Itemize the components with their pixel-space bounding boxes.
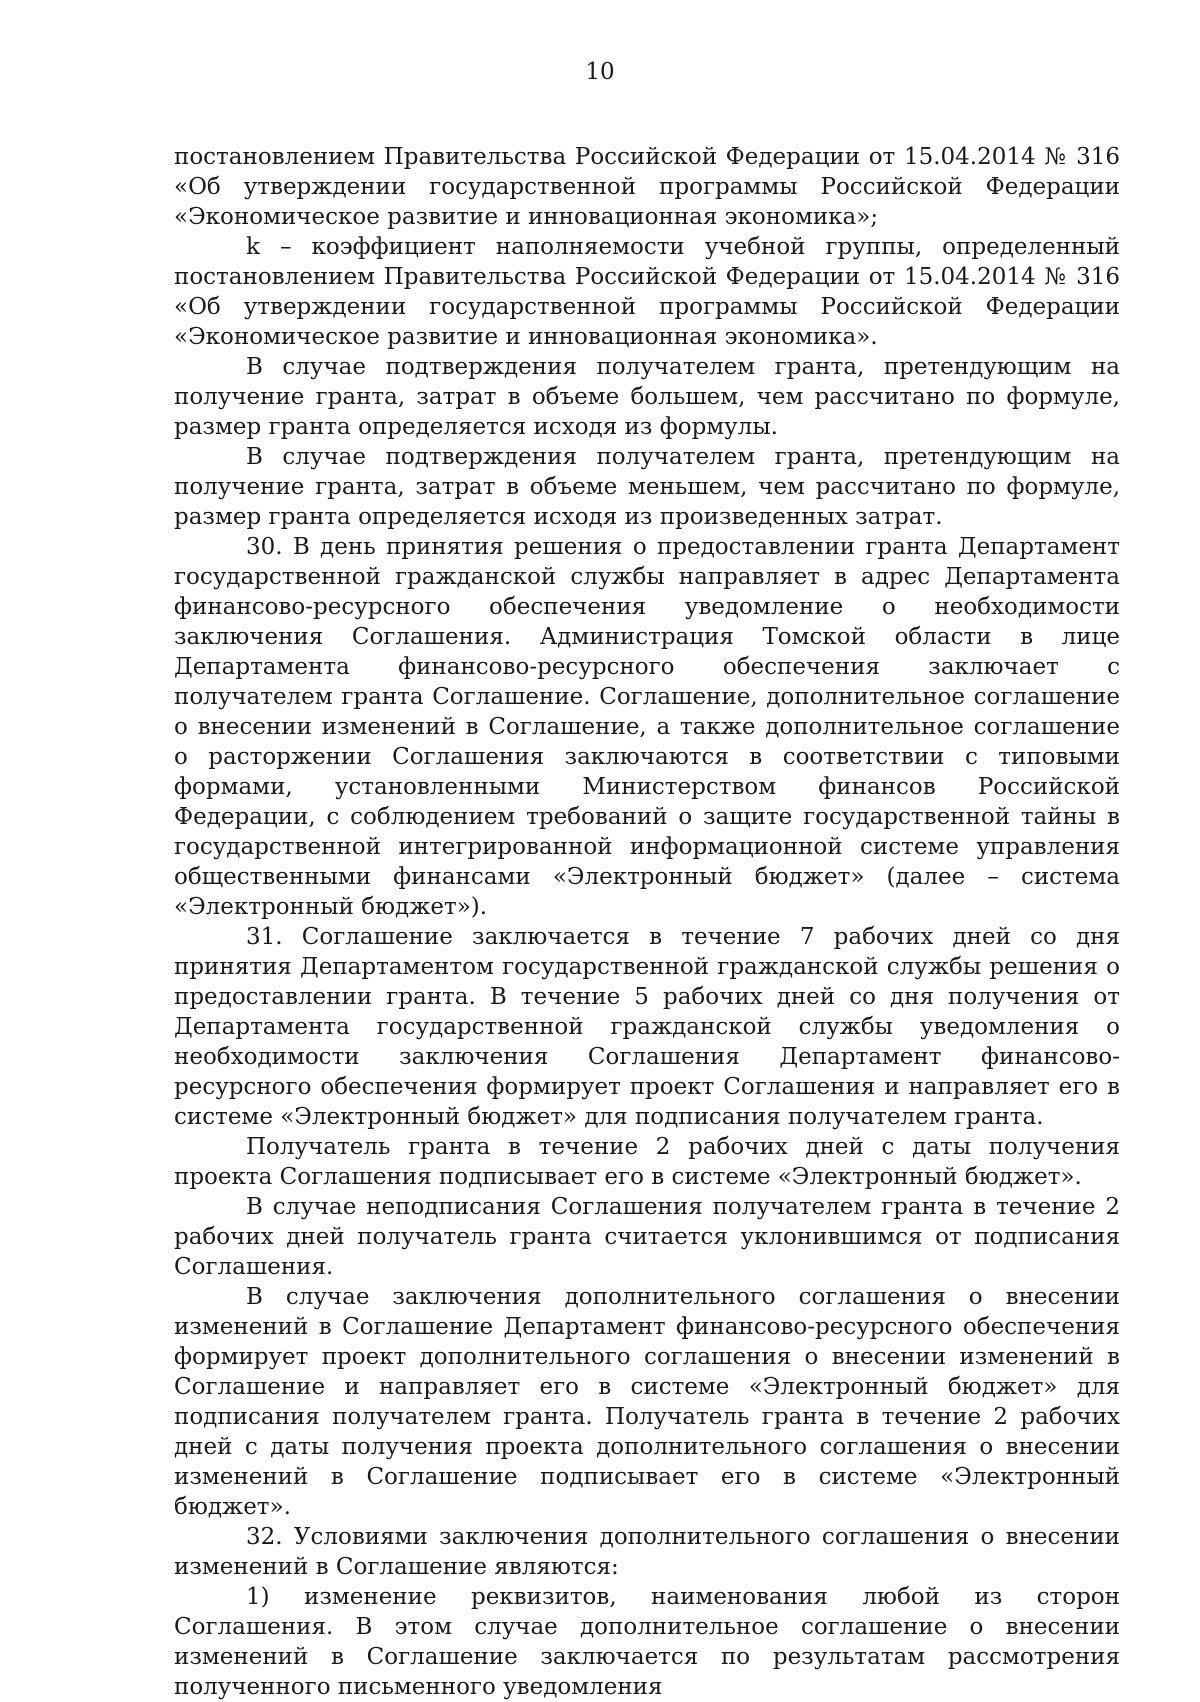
paragraph-subitem-1: 1) изменение реквизитов, наименования любой из сторон Соглашения. В этом случае дополнительное соглашение о внесении изменений в Соглашение заключается по результатам рассмотрения полученного письменного уведомления	[174, 1584, 1120, 1700]
document-body	[174, 142, 1120, 1702]
paragraph-item-30: 30. В день принятия решения о предоставлении гранта Департамент государственной гражданской службы направляет в адрес Департамента финансово-ресурсного обеспечения уведомление о необходимости заключения Соглашения. Администрация Томской области в лице Департамента финансово-ресурсного обеспечения заключает с получателем гранта Соглашение. Соглашение, дополнительное соглашение о внесении изменений в Соглашение, а также дополнительное соглашение о расторжении Соглашения заключаются в соответствии с типовыми формами, установленными Министерством финансов Российской Федерации, с соблюдением требований о защите государственной тайны в государственной интегрированной информационной системе управления общественными финансами «Электронный бюджет» (далее – система «Электронный бюджет»).	[174, 534, 1120, 920]
paragraph-item-32: 32. Условиями заключения дополнительного соглашения о внесении изменений в Соглашение являются:	[174, 1524, 1120, 1580]
paragraph-item-31: 31. Соглашение заключается в течение 7 рабочих дней со дня принятия Департаментом государственной гражданской службы решения о предоставлении гранта. В течение 5 рабочих дней со дня получения от Департамента государственной гражданской службы уведомления о необходимости заключения Соглашения Департамент финансово-ресурсного обеспечения формирует проект Соглашения и направляет его в системе «Электронный бюджет» для подписания получателем гранта.	[174, 924, 1120, 1130]
paragraph-decree-continuation: постановлением Правительства Российской Федерации от 15.04.2014 № 316 «Об утверждении государственной программы Российской Федерации «Экономическое развитие и инновационная экономика»;	[174, 144, 1120, 230]
paragraph-coefficient-k: k – коэффициент наполняемости учебной группы, определенный постановлением Правительства Российской Федерации от 15.04.2014 № 316 «Об утверждении государственной программы Российской Федерации «Экономическое развитие и инновационная экономика».	[174, 234, 1120, 350]
paragraph-costs-less: В случае подтверждения получателем гранта, претендующим на получение гранта, затрат в объеме меньшем, чем рассчитано по формуле, размер гранта определяется исходя из произведенных затрат.	[174, 444, 1120, 530]
paragraph-costs-greater: В случае подтверждения получателем гранта, претендующим на получение гранта, затрат в объеме большем, чем рассчитано по формуле, размер гранта определяется исходя из формулы.	[174, 354, 1120, 440]
page-number: 10	[585, 59, 615, 85]
paragraph-non-signing: В случае неподписания Соглашения получателем гранта в течение 2 рабочих дней получатель гранта считается уклонившимся от подписания Соглашения.	[174, 1194, 1120, 1280]
paragraph-recipient-signs: Получатель гранта в течение 2 рабочих дней с даты получения проекта Соглашения подписывает его в системе «Электронный бюджет».	[174, 1134, 1120, 1190]
paragraph-additional-agreement: В случае заключения дополнительного соглашения о внесении изменений в Соглашение Департамент финансово-ресурсного обеспечения формирует проект дополнительного соглашения о внесении изменений в Соглашение и направляет его в системе «Электронный бюджет» для подписания получателем гранта. Получатель гранта в течение 2 рабочих дней с даты получения проекта дополнительного соглашения о внесении изменений в Соглашение подписывает его в системе «Электронный бюджет».	[174, 1284, 1120, 1520]
